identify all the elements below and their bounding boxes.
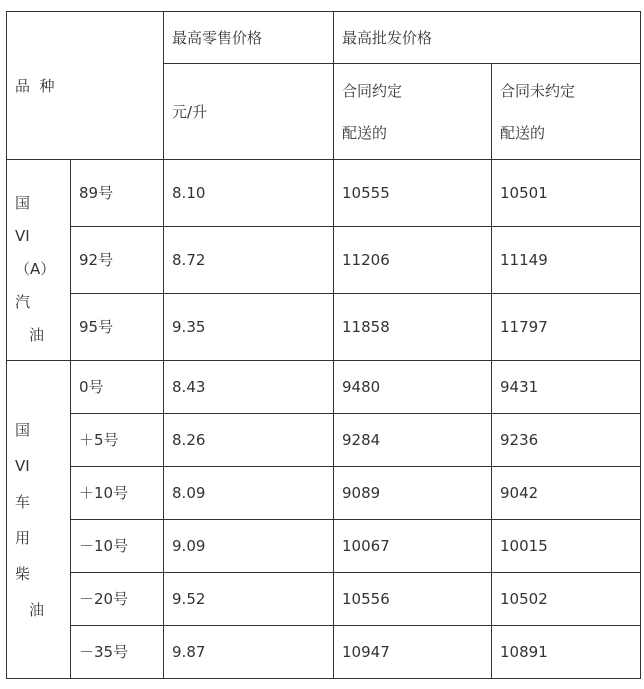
category-line: 车 xyxy=(15,492,31,511)
wholesale-contract-cell: 10556 xyxy=(334,573,492,626)
wholesale-contract-cell: 9480 xyxy=(334,361,492,414)
max-retail-header: 最高零售价格 xyxy=(164,12,334,64)
max-wholesale-header: 最高批发价格 xyxy=(334,12,641,64)
no-contract-delivery-line2: 配送的 xyxy=(500,123,546,142)
wholesale-contract-cell: 10555 xyxy=(334,160,492,227)
grade-cell: －20号 xyxy=(71,573,164,626)
retail-cell: 9.35 xyxy=(164,294,334,361)
contract-delivery-header xyxy=(334,64,492,160)
category-line: 油 xyxy=(29,600,45,619)
wholesale-no-contract-cell: 11797 xyxy=(492,294,641,361)
contract-delivery-line2: 配送的 xyxy=(342,123,388,142)
grade-cell: 92号 xyxy=(71,227,164,294)
retail-cell: 9.87 xyxy=(164,626,334,679)
table-row xyxy=(7,361,641,414)
wholesale-contract-cell: 11206 xyxy=(334,227,492,294)
table-row xyxy=(7,160,641,227)
retail-cell: 8.72 xyxy=(164,227,334,294)
retail-cell: 9.52 xyxy=(164,573,334,626)
fuel-price-table xyxy=(6,11,641,679)
category-line: 油 xyxy=(29,325,45,344)
grade-cell: ＋10号 xyxy=(71,467,164,520)
retail-cell: 8.10 xyxy=(164,160,334,227)
category-line: 用 xyxy=(15,528,31,547)
table-row xyxy=(7,467,641,520)
category-line: VI xyxy=(15,456,30,475)
grade-cell: 0号 xyxy=(71,361,164,414)
diesel-category-cell xyxy=(7,361,71,679)
wholesale-no-contract-cell: 9431 xyxy=(492,361,641,414)
wholesale-no-contract-cell: 10015 xyxy=(492,520,641,573)
wholesale-no-contract-cell: 9236 xyxy=(492,414,641,467)
table-row xyxy=(7,414,641,467)
grade-cell: ＋5号 xyxy=(71,414,164,467)
wholesale-contract-cell: 10947 xyxy=(334,626,492,679)
category-line: 国 xyxy=(15,420,31,439)
category-line: （A） xyxy=(15,259,56,278)
wholesale-no-contract-cell: 10502 xyxy=(492,573,641,626)
category-line: VI xyxy=(15,226,30,245)
retail-cell: 9.09 xyxy=(164,520,334,573)
table-row xyxy=(7,294,641,361)
wholesale-contract-cell: 11858 xyxy=(334,294,492,361)
retail-cell: 8.43 xyxy=(164,361,334,414)
variety-header: 品 种 xyxy=(7,12,164,160)
table-row xyxy=(7,520,641,573)
gasoline-category-cell xyxy=(7,160,71,361)
no-contract-delivery-header xyxy=(492,64,641,160)
no-contract-delivery-line1: 合同未约定 xyxy=(500,81,576,100)
category-line: 汽 xyxy=(15,292,31,311)
wholesale-no-contract-cell: 11149 xyxy=(492,227,641,294)
grade-cell: 89号 xyxy=(71,160,164,227)
retail-cell: 8.26 xyxy=(164,414,334,467)
wholesale-contract-cell: 9089 xyxy=(334,467,492,520)
unit-header: 元/升 xyxy=(164,64,334,160)
category-line: 柴 xyxy=(15,564,31,583)
table-row xyxy=(7,626,641,679)
wholesale-contract-cell: 10067 xyxy=(334,520,492,573)
header-row-1 xyxy=(7,12,641,64)
grade-cell: 95号 xyxy=(71,294,164,361)
retail-cell: 8.09 xyxy=(164,467,334,520)
category-line: 国 xyxy=(15,193,31,212)
wholesale-no-contract-cell: 10891 xyxy=(492,626,641,679)
contract-delivery-line1: 合同约定 xyxy=(342,81,403,100)
wholesale-no-contract-cell: 10501 xyxy=(492,160,641,227)
grade-cell: －35号 xyxy=(71,626,164,679)
wholesale-contract-cell: 9284 xyxy=(334,414,492,467)
table-row xyxy=(7,573,641,626)
wholesale-no-contract-cell: 9042 xyxy=(492,467,641,520)
grade-cell: －10号 xyxy=(71,520,164,573)
table-row xyxy=(7,227,641,294)
